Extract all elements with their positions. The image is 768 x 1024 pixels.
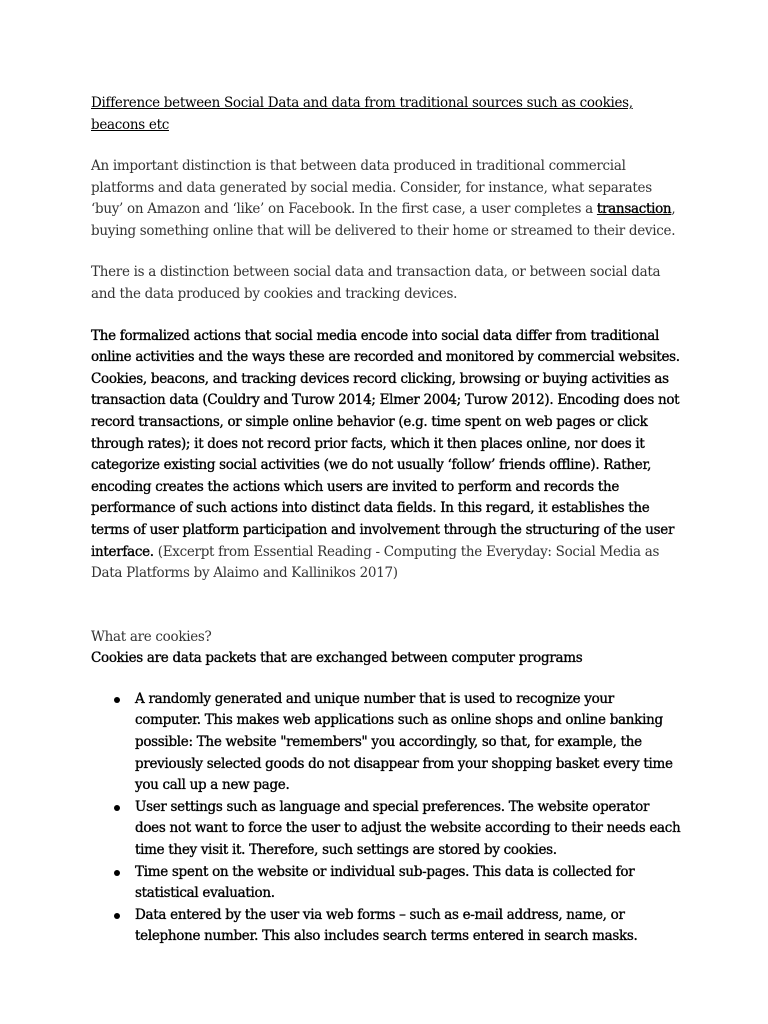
bullet-icon — [114, 805, 120, 811]
bullet-icon — [114, 870, 120, 876]
list-item-text: A randomly generated and unique number that is used to recognize your computer. This makes web applications such as online shops and online banking possible: The website "remembers" you accordingly, so that, for example, the previously selected goods do not disappear from your shopping basket every time you call up a new page. — [135, 690, 673, 794]
list-item — [135, 797, 681, 862]
list-item-text: Time spent on the website or individual sub-pages. This data is collected for statistical evaluation. — [135, 863, 635, 902]
excerpt-reference: (Excerpt from Essential Reading - Computing the Everyday: Social Media as Data Platforms by Alaimo and Kallinikos 2017) — [91, 543, 660, 582]
document-title: Difference between Social Data and data from traditional sources such as cookies, beacons etc — [91, 95, 633, 133]
cookies-list — [91, 689, 681, 948]
paragraph-text: , buying something online that will be delivered to their home or streamed to their device. — [91, 201, 676, 239]
list-item-text: Data entered by the user via web forms – such as e-mail address, name, or telephone number. This also includes search terms entered in search masks. — [135, 906, 638, 945]
cookies-question: What are cookies? — [91, 628, 212, 645]
document-page — [91, 92, 681, 948]
paragraph-transaction — [91, 156, 681, 242]
excerpt-text: The formalized actions that social media encode into social data differ from traditional online activities and the ways these are recorded and monitored by commercial websites. Cookies, beacons, and tracking devices record clicking, browsing or buying activities as transaction data (Couldry and Turow 2014; Elmer 2004; Turow 2012). Encoding does not record transactions, or simple online behavior (e.g. time spent on web pages or click through rates); it does not record prior facts, which it then places online, nor does it categorize existing social activities (we do not usually ‘follow’ friends offline). Rather, encoding creates the actions which users are invited to perform and records the performance of such actions into distinct data fields. In this regard, it establishes the terms of user platform participation and involvement through the structuring of the user interface. — [91, 327, 680, 560]
bullet-icon — [114, 913, 120, 919]
list-item — [135, 862, 681, 905]
paragraph-excerpt — [91, 326, 681, 585]
paragraph-text: An important distinction is that between data produced in traditional commercial platforms and data generated by social media. Consider, for instance, what separates ‘buy’ on Amazon and ‘like’ on Facebook. In the first case, a user completes a — [91, 158, 652, 218]
list-item-text: User settings such as language and special preferences. The website operator does not want to force the user to adjust the website according to their needs each time they visit it. Therefore, such settings are stored by cookies. — [135, 798, 681, 859]
bullet-icon — [114, 697, 120, 703]
list-item — [135, 905, 681, 948]
paragraph-distinction: There is a distinction between social data and transaction data, or between social data and the data produced by cookies and tracking devices. — [91, 264, 661, 302]
transaction-link[interactable]: transaction — [596, 201, 672, 218]
list-item — [135, 689, 681, 797]
cookies-definition: Cookies are data packets that are exchanged between computer programs — [91, 650, 583, 667]
